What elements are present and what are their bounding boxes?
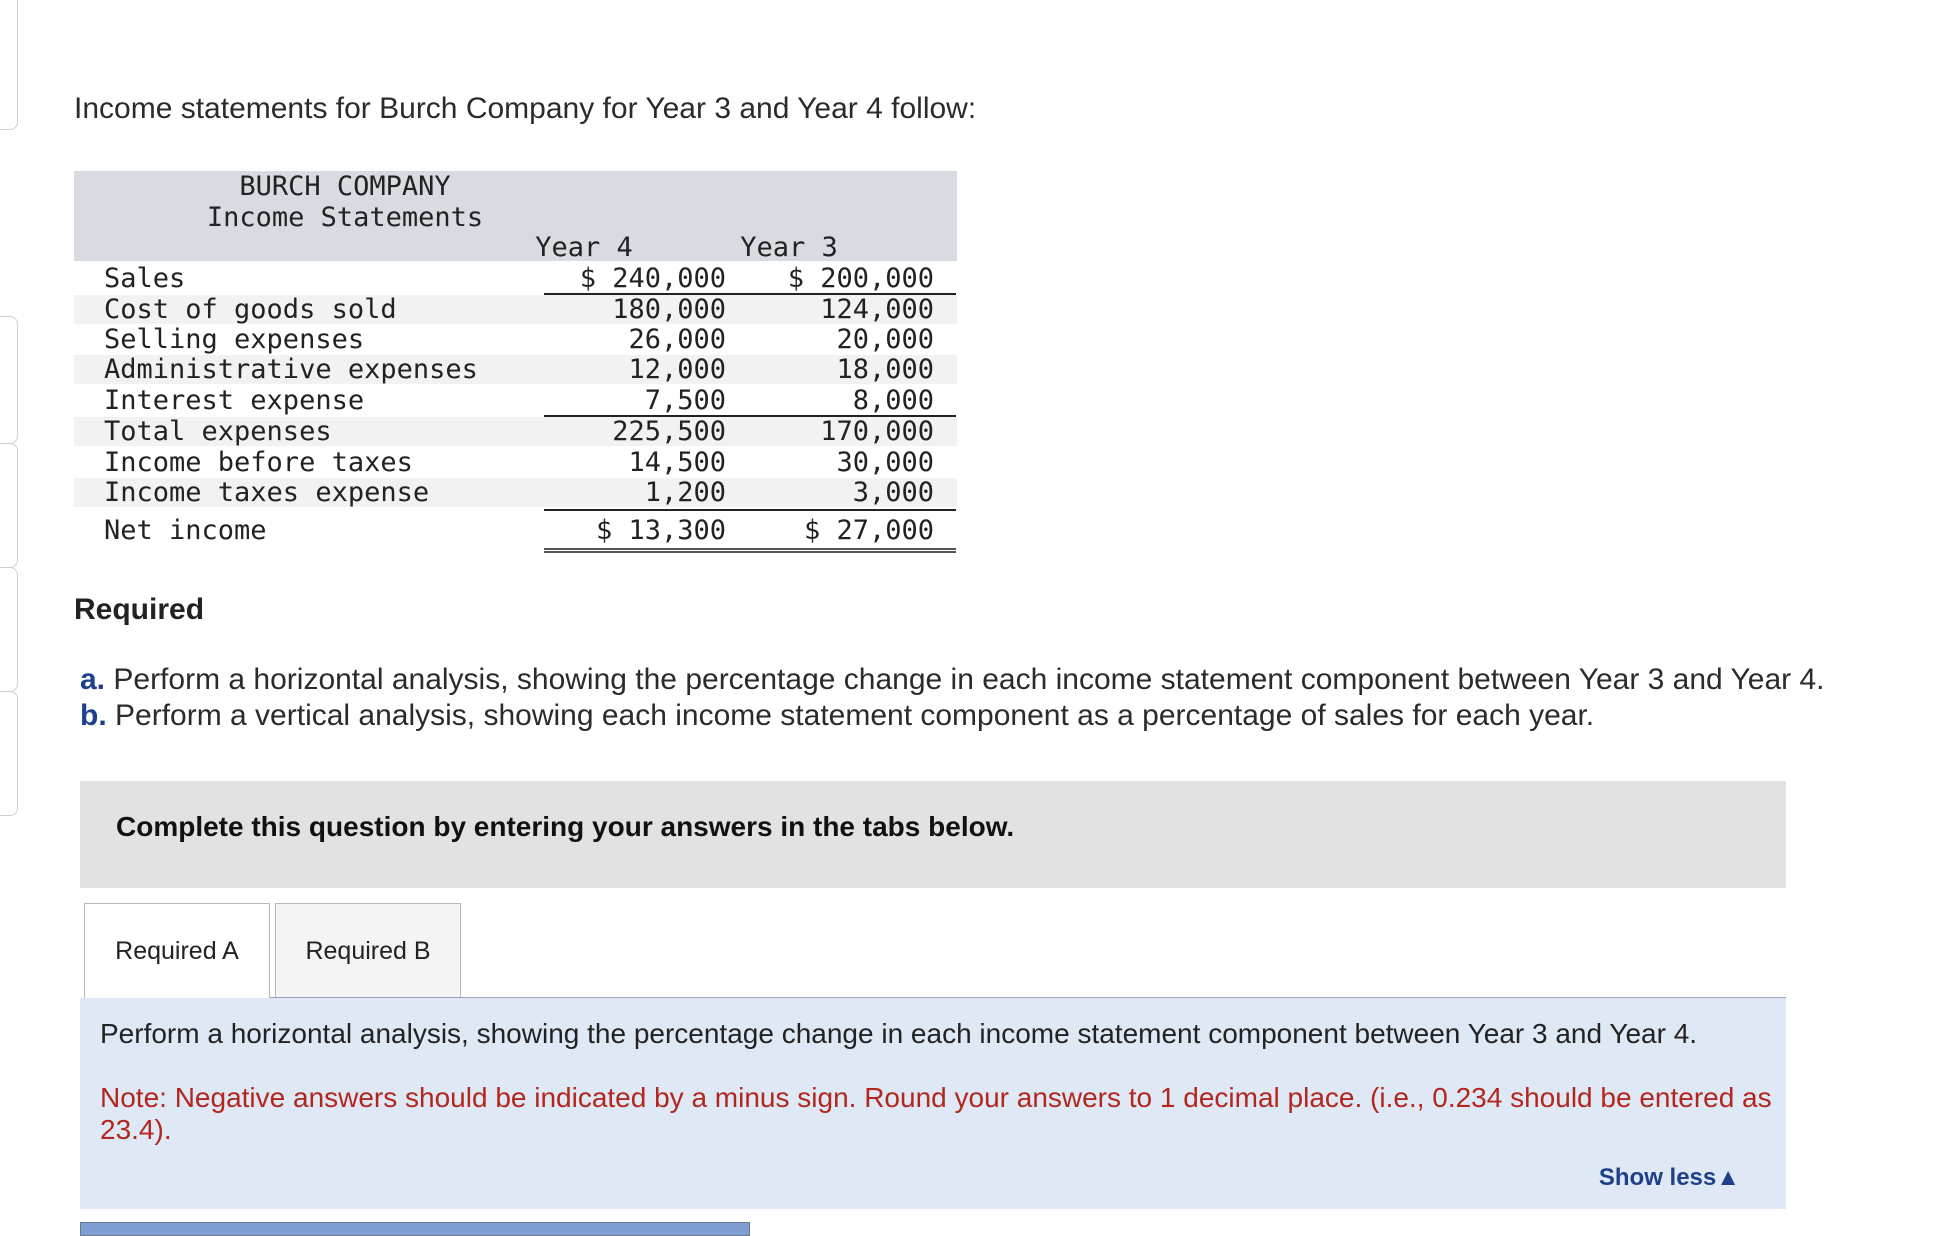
left-edge-tab bbox=[0, 0, 18, 130]
row-value-year4: 1,200 bbox=[644, 477, 726, 508]
row-label: Net income bbox=[104, 515, 267, 546]
row-value-year3: $ 27,000 bbox=[803, 515, 934, 546]
row-value-year4: 7,500 bbox=[644, 385, 726, 416]
intro-text: Income statements for Burch Company for Year 3 and Year 4 follow: bbox=[74, 92, 977, 125]
panel-instruction: Perform a horizontal analysis, showing the percentage change in each income statement component between Year 3 and Year 4. bbox=[100, 1018, 1698, 1049]
column-header-year4: Year 4 bbox=[535, 232, 633, 263]
left-edge-tab bbox=[0, 567, 18, 692]
instruction-banner bbox=[80, 781, 1786, 888]
triangle-up-icon: ▲ bbox=[1716, 1164, 1740, 1191]
row-value-year4: $ 240,000 bbox=[579, 263, 726, 294]
row-label: Income before taxes bbox=[104, 447, 413, 478]
panel-note: Note: Negative answers should be indicated by a minus sign. Round your answers to 1 decimal place. (i.e., 0.234 should be entered as 23.4). bbox=[100, 1082, 1772, 1145]
column-header-year3: Year 3 bbox=[740, 232, 838, 263]
left-edge-tab bbox=[0, 691, 18, 816]
statement-subtitle: Income Statements bbox=[206, 202, 484, 233]
statement-row-cogs bbox=[74, 294, 957, 325]
tab-required-b[interactable] bbox=[275, 903, 461, 998]
row-value-year3: 170,000 bbox=[820, 416, 934, 447]
row-label: Administrative expenses bbox=[104, 354, 478, 385]
show-less-label: Show less bbox=[1598, 1164, 1717, 1191]
row-value-year3: 124,000 bbox=[820, 294, 934, 325]
statement-rule bbox=[544, 509, 956, 511]
row-label: Interest expense bbox=[104, 385, 365, 416]
row-value-year3: 30,000 bbox=[836, 447, 934, 478]
row-label: Selling expenses bbox=[104, 324, 365, 355]
required-heading: Required bbox=[74, 593, 205, 626]
left-edge-tab bbox=[0, 443, 18, 568]
statement-row-admin bbox=[74, 354, 957, 385]
row-value-year3: 3,000 bbox=[852, 477, 934, 508]
row-value-year4: 225,500 bbox=[612, 416, 726, 447]
row-value-year4: 12,000 bbox=[628, 354, 726, 385]
row-value-year4: 26,000 bbox=[628, 324, 726, 355]
left-edge-tab bbox=[0, 316, 18, 444]
task-b bbox=[80, 699, 1594, 733]
row-value-year4: 14,500 bbox=[628, 447, 726, 478]
tab-required-a[interactable] bbox=[84, 903, 270, 999]
task-a bbox=[80, 663, 1825, 697]
row-label: Total expenses bbox=[104, 416, 332, 447]
show-less-button[interactable] bbox=[1599, 1164, 1740, 1192]
statement-row-sales bbox=[74, 263, 957, 294]
statement-row-total-expenses bbox=[74, 416, 957, 447]
row-value-year3: $ 200,000 bbox=[787, 263, 934, 294]
task-b-prefix: b. bbox=[80, 699, 107, 732]
statement-row-interest bbox=[74, 385, 957, 416]
row-value-year3: 8,000 bbox=[852, 385, 934, 416]
statement-row-selling bbox=[74, 324, 957, 355]
tab-label: Required B bbox=[305, 937, 431, 965]
row-value-year3: 20,000 bbox=[836, 324, 934, 355]
row-label: Cost of goods sold bbox=[104, 294, 397, 325]
tab-label: Required A bbox=[115, 937, 239, 965]
statement-row-income-taxes bbox=[74, 477, 957, 508]
row-value-year3: 18,000 bbox=[836, 354, 934, 385]
task-a-text: Perform a horizontal analysis, showing the percentage change in each income statement component between Year 3 and Year 4. bbox=[113, 663, 1825, 696]
row-label: Sales bbox=[104, 263, 186, 294]
task-b-text: Perform a vertical analysis, showing each income statement component as a percentage of sales for each year. bbox=[115, 699, 1595, 732]
row-value-year4: $ 13,300 bbox=[595, 515, 726, 546]
row-value-year4: 180,000 bbox=[612, 294, 726, 325]
tab-panel bbox=[80, 998, 1786, 1209]
instruction-banner-text: Complete this question by entering your answers in the tabs below. bbox=[116, 811, 1015, 842]
statement-company: BURCH COMPANY bbox=[239, 171, 451, 202]
statement-row-net-income bbox=[74, 515, 957, 546]
statement-row-income-before-taxes bbox=[74, 447, 957, 478]
income-statement bbox=[74, 171, 957, 556]
task-a-prefix: a. bbox=[80, 663, 106, 696]
statement-double-rule bbox=[544, 548, 956, 553]
row-label: Income taxes expense bbox=[104, 477, 430, 508]
